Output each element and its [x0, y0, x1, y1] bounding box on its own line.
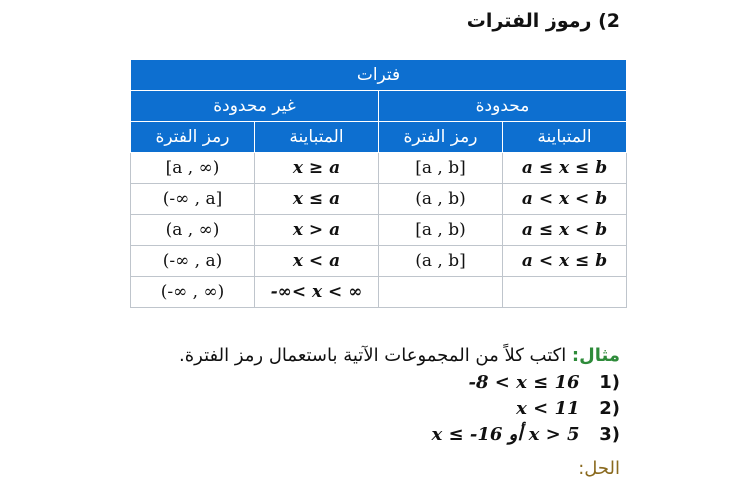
bounded-inequality [503, 277, 627, 308]
col-notation-header: رمز الفترة [379, 122, 503, 153]
list-item [432, 424, 620, 445]
table-row [131, 153, 627, 184]
bounded-notation: [a , b] [379, 153, 503, 184]
example-text: اكتب كلاً من المجموعات الآتية باستعمال رمز الفترة. [179, 345, 572, 366]
unbounded-inequality: x > a [255, 215, 379, 246]
table-row [131, 184, 627, 215]
list-item [468, 372, 620, 393]
unbounded-inequality: -∞< x < ∞ [255, 277, 379, 308]
bounded-notation [379, 277, 503, 308]
bounded-notation: (a , b] [379, 246, 503, 277]
bounded-inequality: a ≤ x ≤ b [503, 153, 627, 184]
table-title: فترات [131, 60, 627, 91]
bounded-notation: [a , b) [379, 215, 503, 246]
col-inequality-header: المتباينة [255, 122, 379, 153]
item-number: 2) [599, 398, 620, 419]
col-notation-header: رمز الفترة [131, 122, 255, 153]
unbounded-inequality: x < a [255, 246, 379, 277]
item-number: 1) [599, 372, 620, 393]
unbounded-inequality: x ≥ a [255, 153, 379, 184]
table-row [131, 246, 627, 277]
item-expression: x ≤ -16 أو x > 5 [431, 424, 580, 445]
bounded-inequality: a ≤ x < b [503, 215, 627, 246]
list-item [516, 398, 620, 419]
bounded-inequality: a < x ≤ b [503, 246, 627, 277]
unbounded-notation: (-∞ , a] [131, 184, 255, 215]
interval-notation-table [130, 59, 627, 308]
item-expression: x < 11 [516, 398, 580, 419]
item-number: 3) [599, 424, 620, 445]
example-label: مثال: [571, 345, 620, 366]
item-expression: -8 < x ≤ 16 [468, 372, 580, 393]
bounded-inequality: a < x < b [503, 184, 627, 215]
solution-label: الحل: [578, 458, 620, 479]
unbounded-notation: [a , ∞) [131, 153, 255, 184]
bounded-notation: (a , b) [379, 184, 503, 215]
unbounded-notation: (a , ∞) [131, 215, 255, 246]
col-inequality-header: المتباينة [503, 122, 627, 153]
group-bounded-header: محدودة [379, 91, 627, 122]
group-unbounded-header: غير محدودة [131, 91, 379, 122]
example-prompt [179, 345, 620, 366]
unbounded-notation: (-∞ , ∞) [131, 277, 255, 308]
table-row [131, 277, 627, 308]
section-heading: 2) رموز الفترات [466, 10, 620, 32]
unbounded-inequality: x ≤ a [255, 184, 379, 215]
unbounded-notation: (-∞ , a) [131, 246, 255, 277]
table-row [131, 215, 627, 246]
